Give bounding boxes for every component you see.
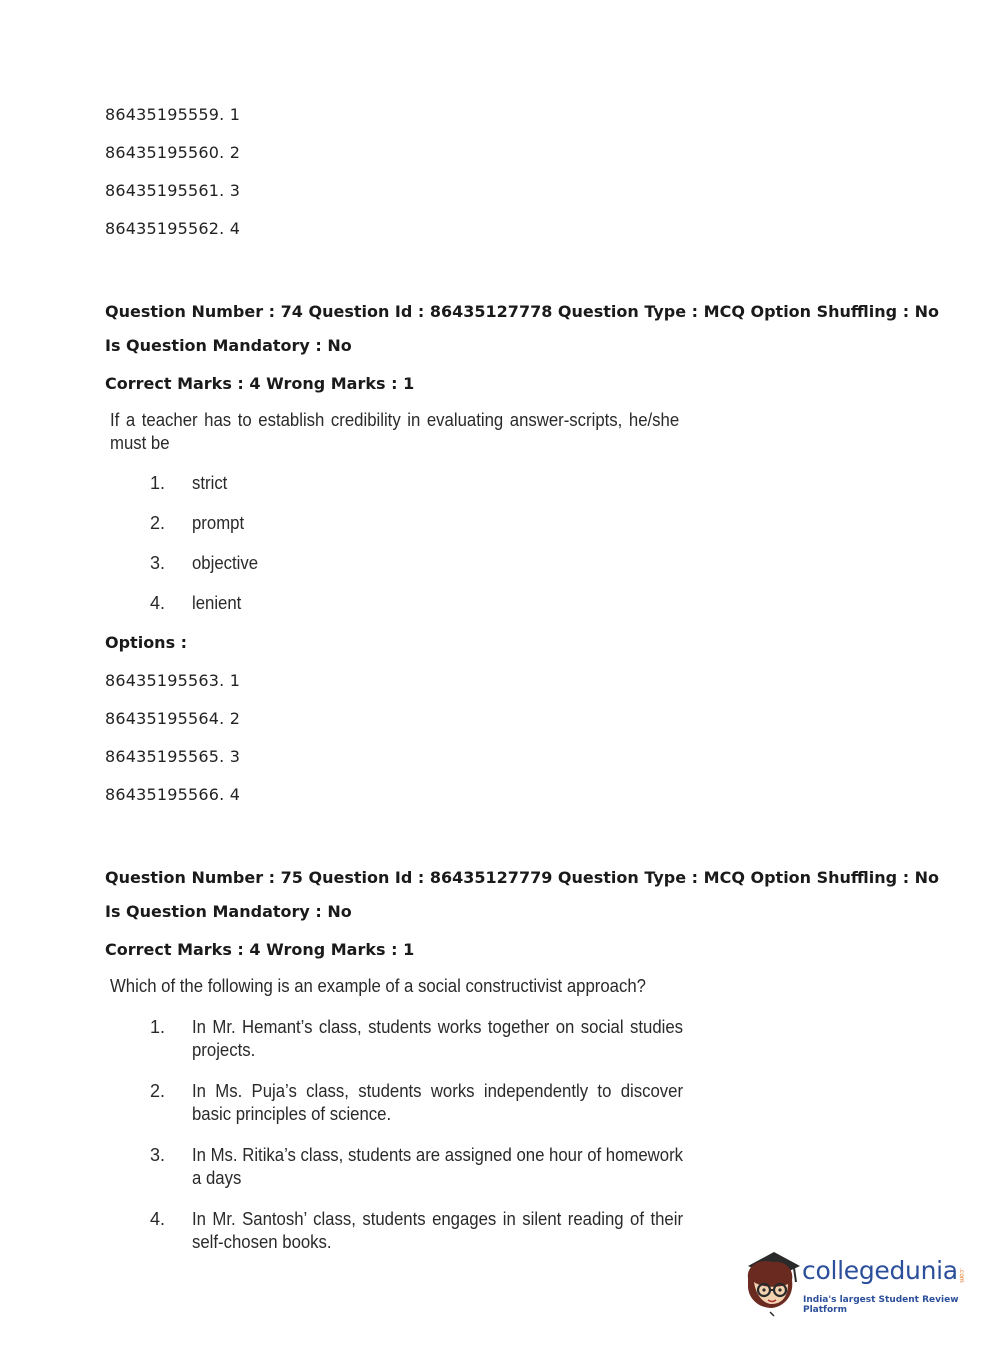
choice-number: 2.: [150, 513, 166, 533]
choice-text: strict: [192, 473, 228, 493]
question-marks: Correct Marks : 4 Wrong Marks : 1: [105, 940, 415, 959]
choice-number: 2.: [150, 1081, 166, 1101]
question-marks: Correct Marks : 4 Wrong Marks : 1: [105, 374, 415, 393]
choice-text: In Ms. Puja’s class, students works independently to discover basic principles of science.: [192, 1081, 684, 1124]
mascot-icon: [740, 1248, 802, 1318]
choice-text: In Ms. Ritika’s class, students are assigned one hour of homework a days: [192, 1145, 684, 1188]
question-text: Which of the following is an example of a social constructivist approach?: [110, 976, 646, 996]
choice-number: 3.: [150, 1145, 166, 1165]
choice-number: 4.: [150, 593, 166, 613]
logo-dotcom: .com: [958, 1268, 965, 1283]
question-mandatory: Is Question Mandatory : No: [105, 336, 352, 355]
option-line: 86435195565. 3: [105, 747, 241, 766]
option-line: 86435195561. 3: [105, 181, 241, 200]
options-label: Options :: [105, 633, 188, 652]
choice-text: lenient: [192, 593, 242, 613]
option-line: 86435195563. 1: [105, 671, 241, 690]
choice-text: In Mr. Santosh’ class, students engages in silent reading of their self-chosen books.: [192, 1209, 684, 1252]
question-text: If a teacher has to establish credibility in evaluating answer-scripts, he/she must be: [110, 410, 680, 453]
choice-text: objective: [192, 553, 259, 573]
question-header: Question Number : 75 Question Id : 86435127779 Question Type : MCQ Option Shuffling : No: [105, 868, 940, 887]
logo-wordmark: collegedunia: [802, 1256, 958, 1285]
question-mandatory: Is Question Mandatory : No: [105, 902, 352, 921]
logo-tagline: India's largest Student Review Platform: [803, 1295, 959, 1315]
question-header: Question Number : 74 Question Id : 86435127778 Question Type : MCQ Option Shuffling : No: [105, 302, 940, 321]
option-line: 86435195559. 1: [105, 105, 241, 124]
choice-text: prompt: [192, 513, 245, 533]
option-line: 86435195560. 2: [105, 143, 241, 162]
option-line: 86435195566. 4: [105, 785, 241, 804]
choice-text: In Mr. Hemant’s class, students works together on social studies projects.: [192, 1017, 684, 1060]
choice-number: 3.: [150, 553, 166, 573]
choice-number: 1.: [150, 473, 166, 493]
choice-number: 1.: [150, 1017, 166, 1037]
collegedunia-logo: [740, 1248, 970, 1320]
choice-number: 4.: [150, 1209, 166, 1229]
option-line: 86435195564. 2: [105, 709, 241, 728]
option-line: 86435195562. 4: [105, 219, 241, 238]
